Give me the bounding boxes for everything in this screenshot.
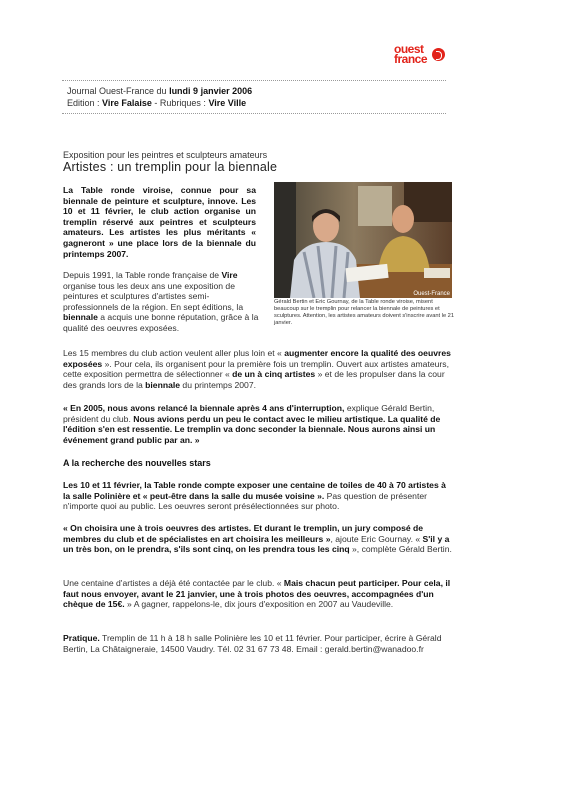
rubrique-name: Vire Ville	[208, 98, 247, 108]
article-title: Artistes : un tremplin pour la biennale	[63, 160, 278, 174]
photo-credit: Ouest-France	[413, 291, 450, 297]
article-photo	[274, 182, 452, 298]
paragraph-history: Depuis 1991, la Table ronde française de Vire organise tous les deux ans une exposition de peintures et sculptures d'artistes semi-professionnels de la région. En sept éditions, la biennale a acquis une bonne réputation, grâce à la qualité des oeuvres exposées.	[63, 270, 259, 333]
header-bottom-rule	[62, 113, 446, 114]
header-top-rule	[62, 80, 446, 81]
paragraph-exhibition: Les 10 et 11 février, la Table ronde compte exposer une centaine de toiles de 40 à 70 artistes à la salle Polinière et « peut-être dans la salle du musée voisine ». Pas question de présenter n'importe quoi au public. Les oeuvres seront présélectionnées sur photo.	[63, 480, 446, 512]
paragraph-jury: « On choisira une à trois oeuvres des artistes. Et durant le tremplin, un jury composé de membres du club et de spécialistes en art choisira les meilleurs », ajoute Eric Gournay. « S'il y a un très bon, on le prendra, s'ils sont cinq, on les prendra tous les cinq », complète Gérald Bertin.	[63, 523, 452, 555]
paragraph-registration: Une centaine d'artistes a déjà été contactée par le club. « Mais chacun peut participer. Pour cela, il faut nous envoyer, avant le 21 janvier, une à trois photos des oeuvres, accompagnées d'un chèque de 15€. » A gagner, rappelons-le, dix jours d'exposition en 2007 au Vaudeville.	[63, 578, 451, 610]
logo-word-ouest: ouest	[394, 42, 424, 56]
rubrique-label: - Rubriques :	[151, 98, 209, 108]
practical-details: Tremplin de 11 h à 18 h salle Polinière les 10 et 11 février. Pour participer, écrire à Gérald Bertin, La Châtaigneraie, 14500 Vaudry. Tél. 02 31 67 73 48. Email : gerald.bertin@wanadoo.fr	[63, 633, 442, 654]
logo-mark-icon	[432, 48, 445, 61]
journal-date-line	[67, 86, 252, 97]
photo-caption: Gérald Bertin et Eric Gournay, de la Table ronde viroise, misent beaucoup sur le tremplin pour relancer la biennale de peintures et sculptures. Attention, les artistes amateurs doivent s'inscrire avant le 21 janvier.	[274, 299, 455, 326]
edition-line	[67, 98, 246, 109]
edition-label: Edition :	[67, 98, 103, 108]
article-lead: La Table ronde viroise, connue pour sa biennale de peinture et sculpture, innove. Les 10 et 11 février, le club action organise un tremplin réservé aux peintres et sculpteurs amateurs. Les artistes les plus méritants « gagneront » une place lors de la biennale du printemps 2007.	[63, 185, 256, 259]
journal-label: Journal Ouest-France du	[67, 86, 170, 96]
logo-word-france: france	[394, 52, 428, 66]
publication-date: lundi 9 janvier 2006	[169, 86, 253, 96]
article-kicker: Exposition pour les peintres et sculpteurs amateurs	[63, 150, 268, 160]
section-subhead: A la recherche des nouvelles stars	[63, 458, 211, 468]
ouest-france-logo	[394, 44, 446, 68]
paragraph-quote-bertin: « En 2005, nous avons relancé la biennale après 4 ans d'interruption, explique Gérald Bertin, président du club. Nous avions perdu un peu le contact avec le milieu artistique. La qualité de l'édition s'en est ressentie. Le tremplin va donc seconder la biennale. Nous aurons ainsi un événement grand public par an. »	[63, 403, 441, 445]
paragraph-practical	[63, 633, 453, 654]
photo-illustration	[274, 182, 452, 298]
practical-label: Pratique.	[63, 633, 100, 643]
edition-name: Vire Falaise	[102, 98, 152, 108]
paragraph-club-action: Les 15 membres du club action veulent aller plus loin et « augmenter encore la qualité des oeuvres exposées ». Pour cela, ils organisent pour la première fois un tremplin. Ouvert aux artistes amateurs, cette exposition permettra de sélectionner « de un à cinq artistes » et de les propulser dans la cour des grands lors de la biennale du printemps 2007.	[63, 348, 451, 390]
